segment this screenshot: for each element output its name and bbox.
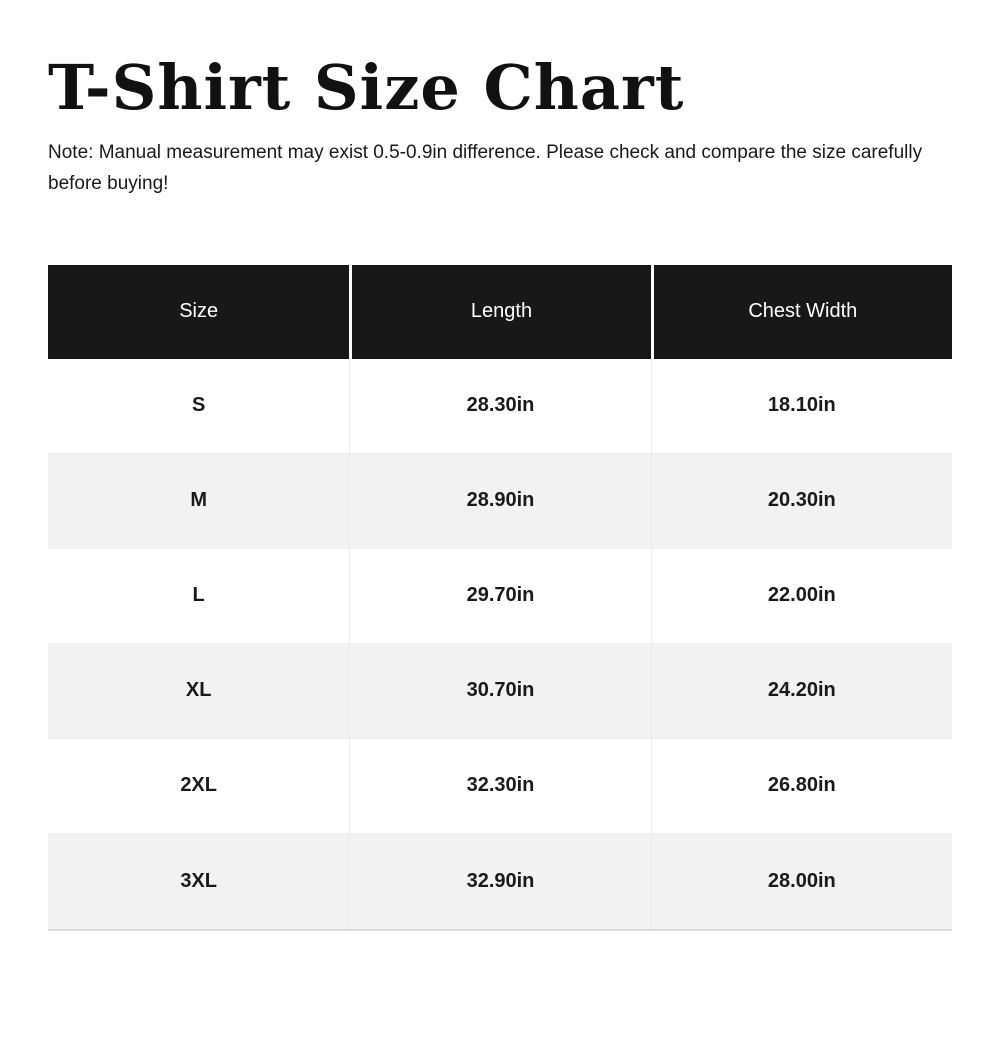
table-header <box>48 265 952 359</box>
cell-length: 29.70in <box>349 549 650 644</box>
cell-length: 30.70in <box>349 644 650 739</box>
column-header-size: Size <box>48 265 349 359</box>
measurement-note: Note: Manual measurement may exist 0.5-0.9in difference. Please check and compare the size carefully before buying! <box>48 142 923 194</box>
cell-size: 2XL <box>48 739 349 834</box>
cell-chest-width: 18.10in <box>651 359 952 454</box>
cell-size: M <box>48 454 349 549</box>
column-header-chest-width: Chest Width <box>651 265 952 359</box>
cell-size: XL <box>48 644 349 739</box>
table-row <box>48 644 952 739</box>
header-row <box>48 265 952 359</box>
column-header-length: Length <box>349 265 650 359</box>
cell-chest-width: 22.00in <box>651 549 952 644</box>
cell-length: 32.90in <box>349 834 650 929</box>
size-chart-page <box>0 51 1000 1054</box>
size-chart-table <box>48 265 952 931</box>
cell-length: 28.30in <box>349 359 650 454</box>
cell-size: 3XL <box>48 834 349 929</box>
table-row <box>48 454 952 549</box>
cell-chest-width: 28.00in <box>651 834 952 929</box>
table-row <box>48 359 952 454</box>
cell-chest-width: 24.20in <box>651 644 952 739</box>
cell-chest-width: 26.80in <box>651 739 952 834</box>
table-body <box>48 359 952 929</box>
cell-length: 28.90in <box>349 454 650 549</box>
cell-size: S <box>48 359 349 454</box>
page-title: T-Shirt Size Chart <box>48 51 685 124</box>
cell-size: L <box>48 549 349 644</box>
cell-chest-width: 20.30in <box>651 454 952 549</box>
table-row <box>48 834 952 929</box>
table-row <box>48 549 952 644</box>
cell-length: 32.30in <box>349 739 650 834</box>
table-row <box>48 739 952 834</box>
